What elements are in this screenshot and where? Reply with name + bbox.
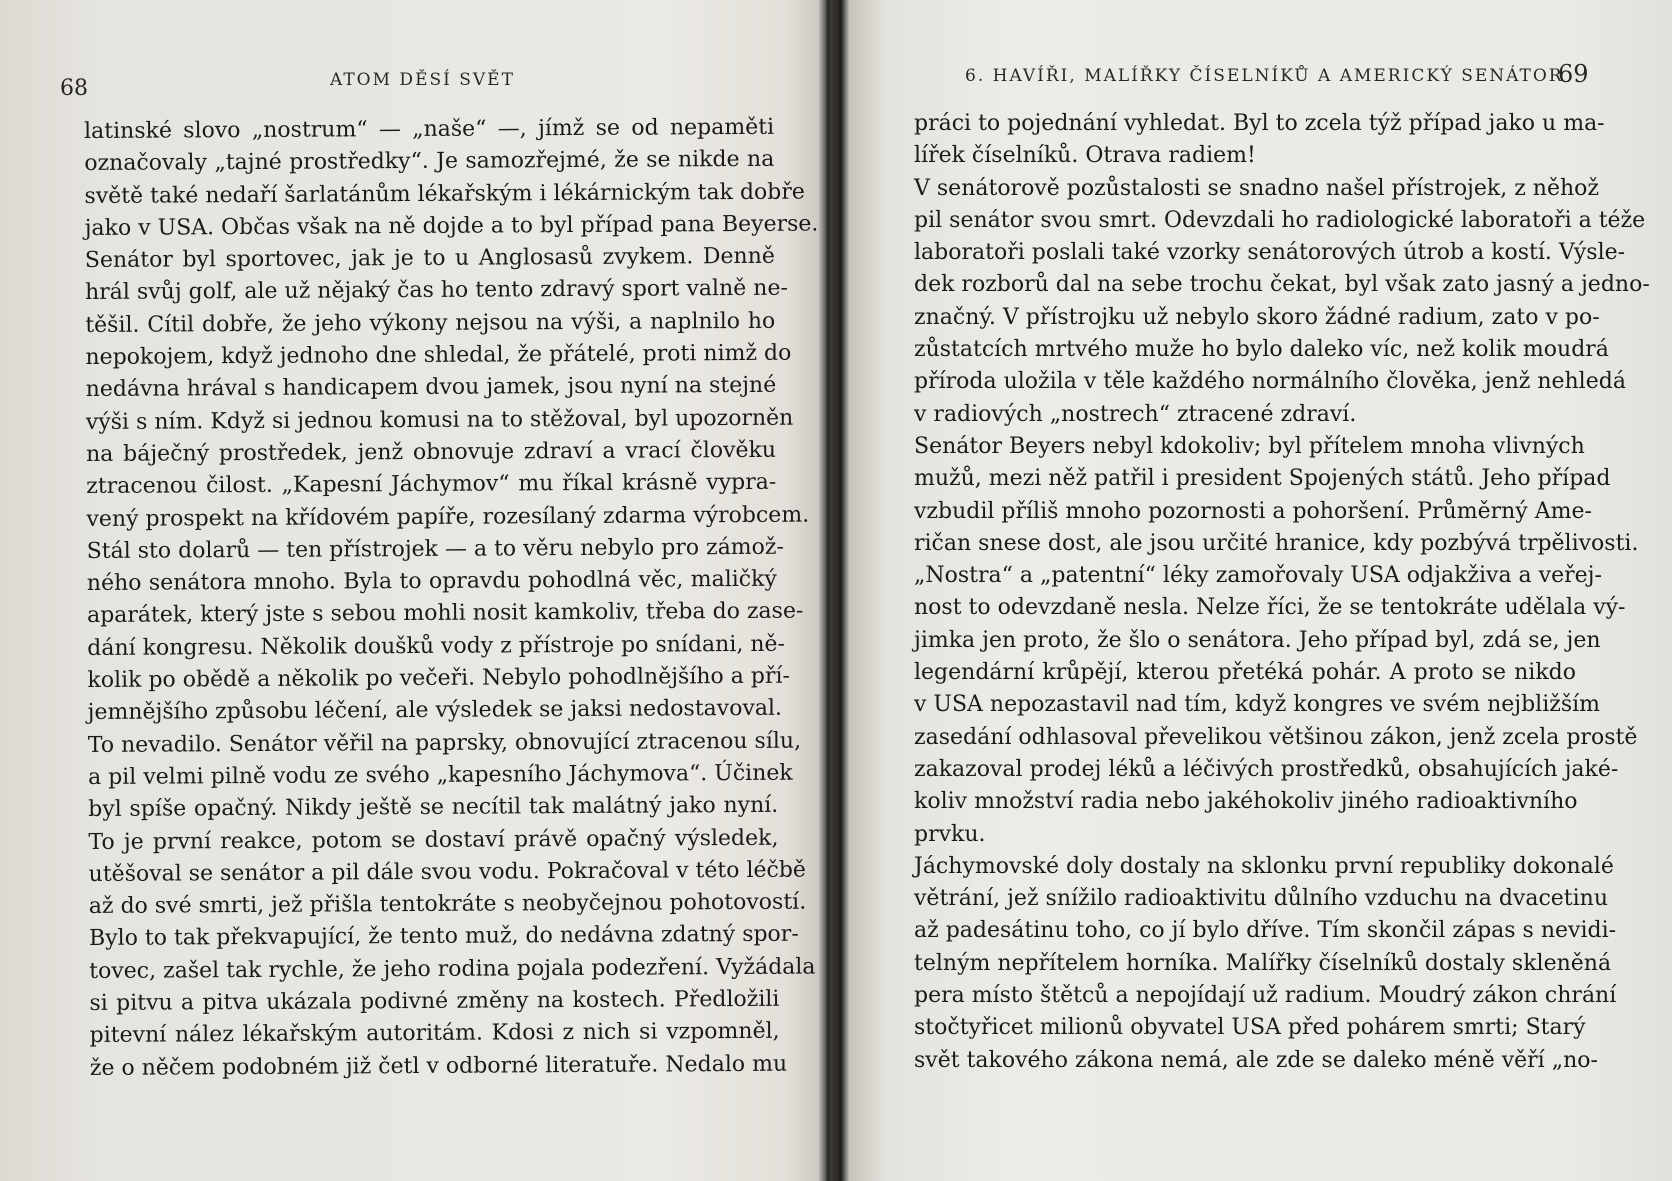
text-line: telným nepřítelem horníka. Malířky číselníků dostaly skleněná (914, 950, 1612, 976)
text-line: zasedání odhlasoval převelikou většinou zákon, jenž zcela prostě (914, 724, 1638, 750)
right-page-text (914, 108, 1650, 1077)
text-line: tovec, zašel tak rychle, že jeho rodina pojala podezření. Vyžádala (89, 954, 816, 984)
text-line: jako v USA. Občas však na ně dojde a to byl případ pana Beyerse. (84, 211, 819, 241)
text-line: jemnějšího způsobu léčení, ale výsledek se jaksi nedostavoval. (87, 696, 783, 726)
text-line: latinské slovo „nostrum“ — „naše“ —, jímž se od nepaměti (84, 114, 775, 144)
text-line: a pil velmi pilně vodu ze svého „kapesního Jáchymova“. Účinek (87, 760, 793, 790)
text-line: byl spíše opačný. Nikdy ještě se necítil tak malátný jako nyní. (88, 793, 779, 823)
text-line: To je první reakce, potom se dostaví právě opačný výsledek, (88, 825, 779, 855)
text-line: hrál svůj golf, ale už nějaký čas ho tento zdravý sport valně ne- (85, 276, 788, 306)
text-line: dek rozborů dal na sebe trochu čekat, byl však zato jasný a jedno- (914, 272, 1650, 298)
text-line: až padesátinu toho, co jí bylo dříve. Tím skončil zápas s nevidi- (914, 918, 1617, 944)
text-line: v radiových „nostrech“ ztracené zdraví. (914, 401, 1357, 427)
text-line: Jáchymovské doly dostaly na sklonku první republiky dokonalé (914, 853, 1614, 879)
text-line: Senátor byl sportovec, jak je to u Anglosasů zvykem. Denně (84, 243, 775, 274)
text-line: si pitvu a pitva ukázala podivné změny na kostech. Předložili (89, 986, 780, 1016)
text-line: aparátek, který jste s sebou mohli nosit kamkoliv, třeba do zase- (86, 599, 804, 629)
text-line: světě také nedaří šarlatánům lékařským i lékárnickým tak dobře (84, 179, 805, 209)
text-line: svět takového zákona nemá, ale zde se daleko méně věří „no- (914, 1047, 1598, 1073)
text-line: že o něčem podobném již četl v odborné literatuře. Nedalo mu (89, 1051, 788, 1081)
text-line: koliv množství radia nebo jakéhokoliv jiného radioaktivního (914, 789, 1578, 815)
text-line: Bylo to tak překvapující, že tento muž, do nedávna zdatný spor- (88, 922, 799, 952)
text-line: nepokojem, když jednoho dne shledal, že přátelé, proti nimž do (85, 340, 792, 371)
running-head-right: 6. HAVÍŘI, MALÍŘKY ČÍSELNÍKŮ A AMERICKÝ SENÁTOR (965, 66, 1564, 86)
text-line: „Nostra“ a „patentní“ léky zamořovaly USA odjakživa a veřej- (914, 563, 1602, 589)
text-line: vzbudil příliš mnoho pozornosti a pohoršení. Průměrný Ame- (914, 498, 1592, 524)
page-number-left: 68 (60, 76, 88, 101)
text-line: až do své smrti, jež přišla tentokráte s neobyčejnou pohotovostí. (88, 889, 807, 920)
text-line: prvku. (914, 821, 986, 847)
text-line: utěšoval se senátor a pil dále svou vodu. Pokračoval v této léčbě (88, 857, 806, 887)
text-line: legendární krůpějí, kterou přetéká pohár. A proto se nikdo (914, 660, 1576, 686)
text-line: pitevní nález lékařským autoritám. Kdosi z nich si vzpomněl, (89, 1019, 780, 1049)
text-line: větrání, jež snížilo radioaktivitu důlního vzduchu na dvacetinu (914, 886, 1609, 912)
text-line: nedávna hrával s handicapem dvou jamek, jsou nyní na stejné (85, 373, 777, 403)
text-line: práci to pojednání vyhledat. Byl to zcela týž případ jako u ma- (914, 111, 1605, 136)
left-page (0, 0, 825, 1181)
text-line: ztracenou čilost. „Kapesní Jáchymov“ mu říkal krásně vypra- (86, 470, 777, 500)
text-line: kolik po obědě a několik po večeři. Nebylo pohodlnějšího a pří- (87, 663, 791, 694)
text-line: označovaly „tajné prostředky“. Je samozřejmé, že se nikde na (84, 147, 775, 177)
text-line: zakazoval prodej léků a léčivých prostředků, obsahujících jaké- (914, 756, 1619, 782)
right-page (838, 0, 1672, 1181)
text-line: pil senátor svou smrt. Odevzdali ho radiologické laboratoři a téže (914, 207, 1646, 233)
text-line: zůstatcích mrtvého muže ho bylo daleko víc, než kolik moudrá (914, 337, 1609, 363)
text-line: pera místo štětců a nepojídají už radium. Moudrý zákon chrání (914, 983, 1617, 1009)
text-line: značný. V přístrojku už nebylo skoro žádné radium, zato v po- (914, 304, 1600, 330)
text-line: mužů, mezi něž patřil i president Spojených států. Jeho případ (914, 466, 1611, 492)
left-page-text (84, 112, 819, 1085)
text-line: lířek číselníků. Otrava radiem! (914, 143, 1256, 169)
running-head-left: ATOM DĚSÍ SVĚT (330, 70, 515, 90)
text-line: na báječný prostředek, jenž obnovuje zdraví a vrací člověku (85, 437, 777, 467)
text-line: stočtyřicet milionů obyvatel USA před pohárem smrti; Starý (914, 1015, 1586, 1041)
text-line: V senátorově pozůstalosti se snadno našel přístrojek, z něhož (914, 175, 1599, 201)
text-line: těšil. Cítil dobře, že jeho výkony nejsou na výši, a naplnilo ho (85, 308, 776, 338)
text-line: vený prospekt na křídovém papíře, rozesílaný zdarma výrobcem. (86, 502, 810, 532)
page-number-right: 69 (1558, 60, 1589, 88)
text-line: laboratoři poslali také vzorky senátorových útrob a kostí. Výsle- (914, 240, 1626, 266)
book-gutter (818, 0, 836, 1181)
text-line: nost to odevzdaně nesla. Nelze říci, že se tentokráte udělala vý- (914, 595, 1626, 621)
text-line: dání kongresu. Několik doušků vody z přístroje po snídani, ně- (87, 631, 786, 661)
text-line: To nevadilo. Senátor věřil na paprsky, obnovující ztracenou sílu, (87, 728, 802, 758)
text-line: výši s ním. Když si jednou komusi na to stěžoval, byl upozorněn (85, 405, 794, 435)
text-line: příroda uložila v těle každého normálního člověka, jenž nehledá (914, 369, 1626, 395)
text-line: v USA nepozastavil nad tím, když kongres ve svém nejbližším (914, 692, 1601, 718)
text-line: ričan snese dost, ale jsou určité hranice, kdy pozbývá trpělivosti. (914, 530, 1639, 556)
text-line: Stál sto dolarů — ten přístrojek — a to věru nebylo pro zámož- (86, 534, 784, 564)
text-line: ného senátora mnoho. Byla to opravdu pohodlná věc, maličký (86, 566, 777, 597)
text-line: jimka jen proto, že šlo o senátora. Jeho případ byl, zdá se, jen (914, 627, 1601, 653)
text-line: Senátor Beyers nebyl kdokoliv; byl přítelem mnoha vlivných (914, 433, 1585, 459)
